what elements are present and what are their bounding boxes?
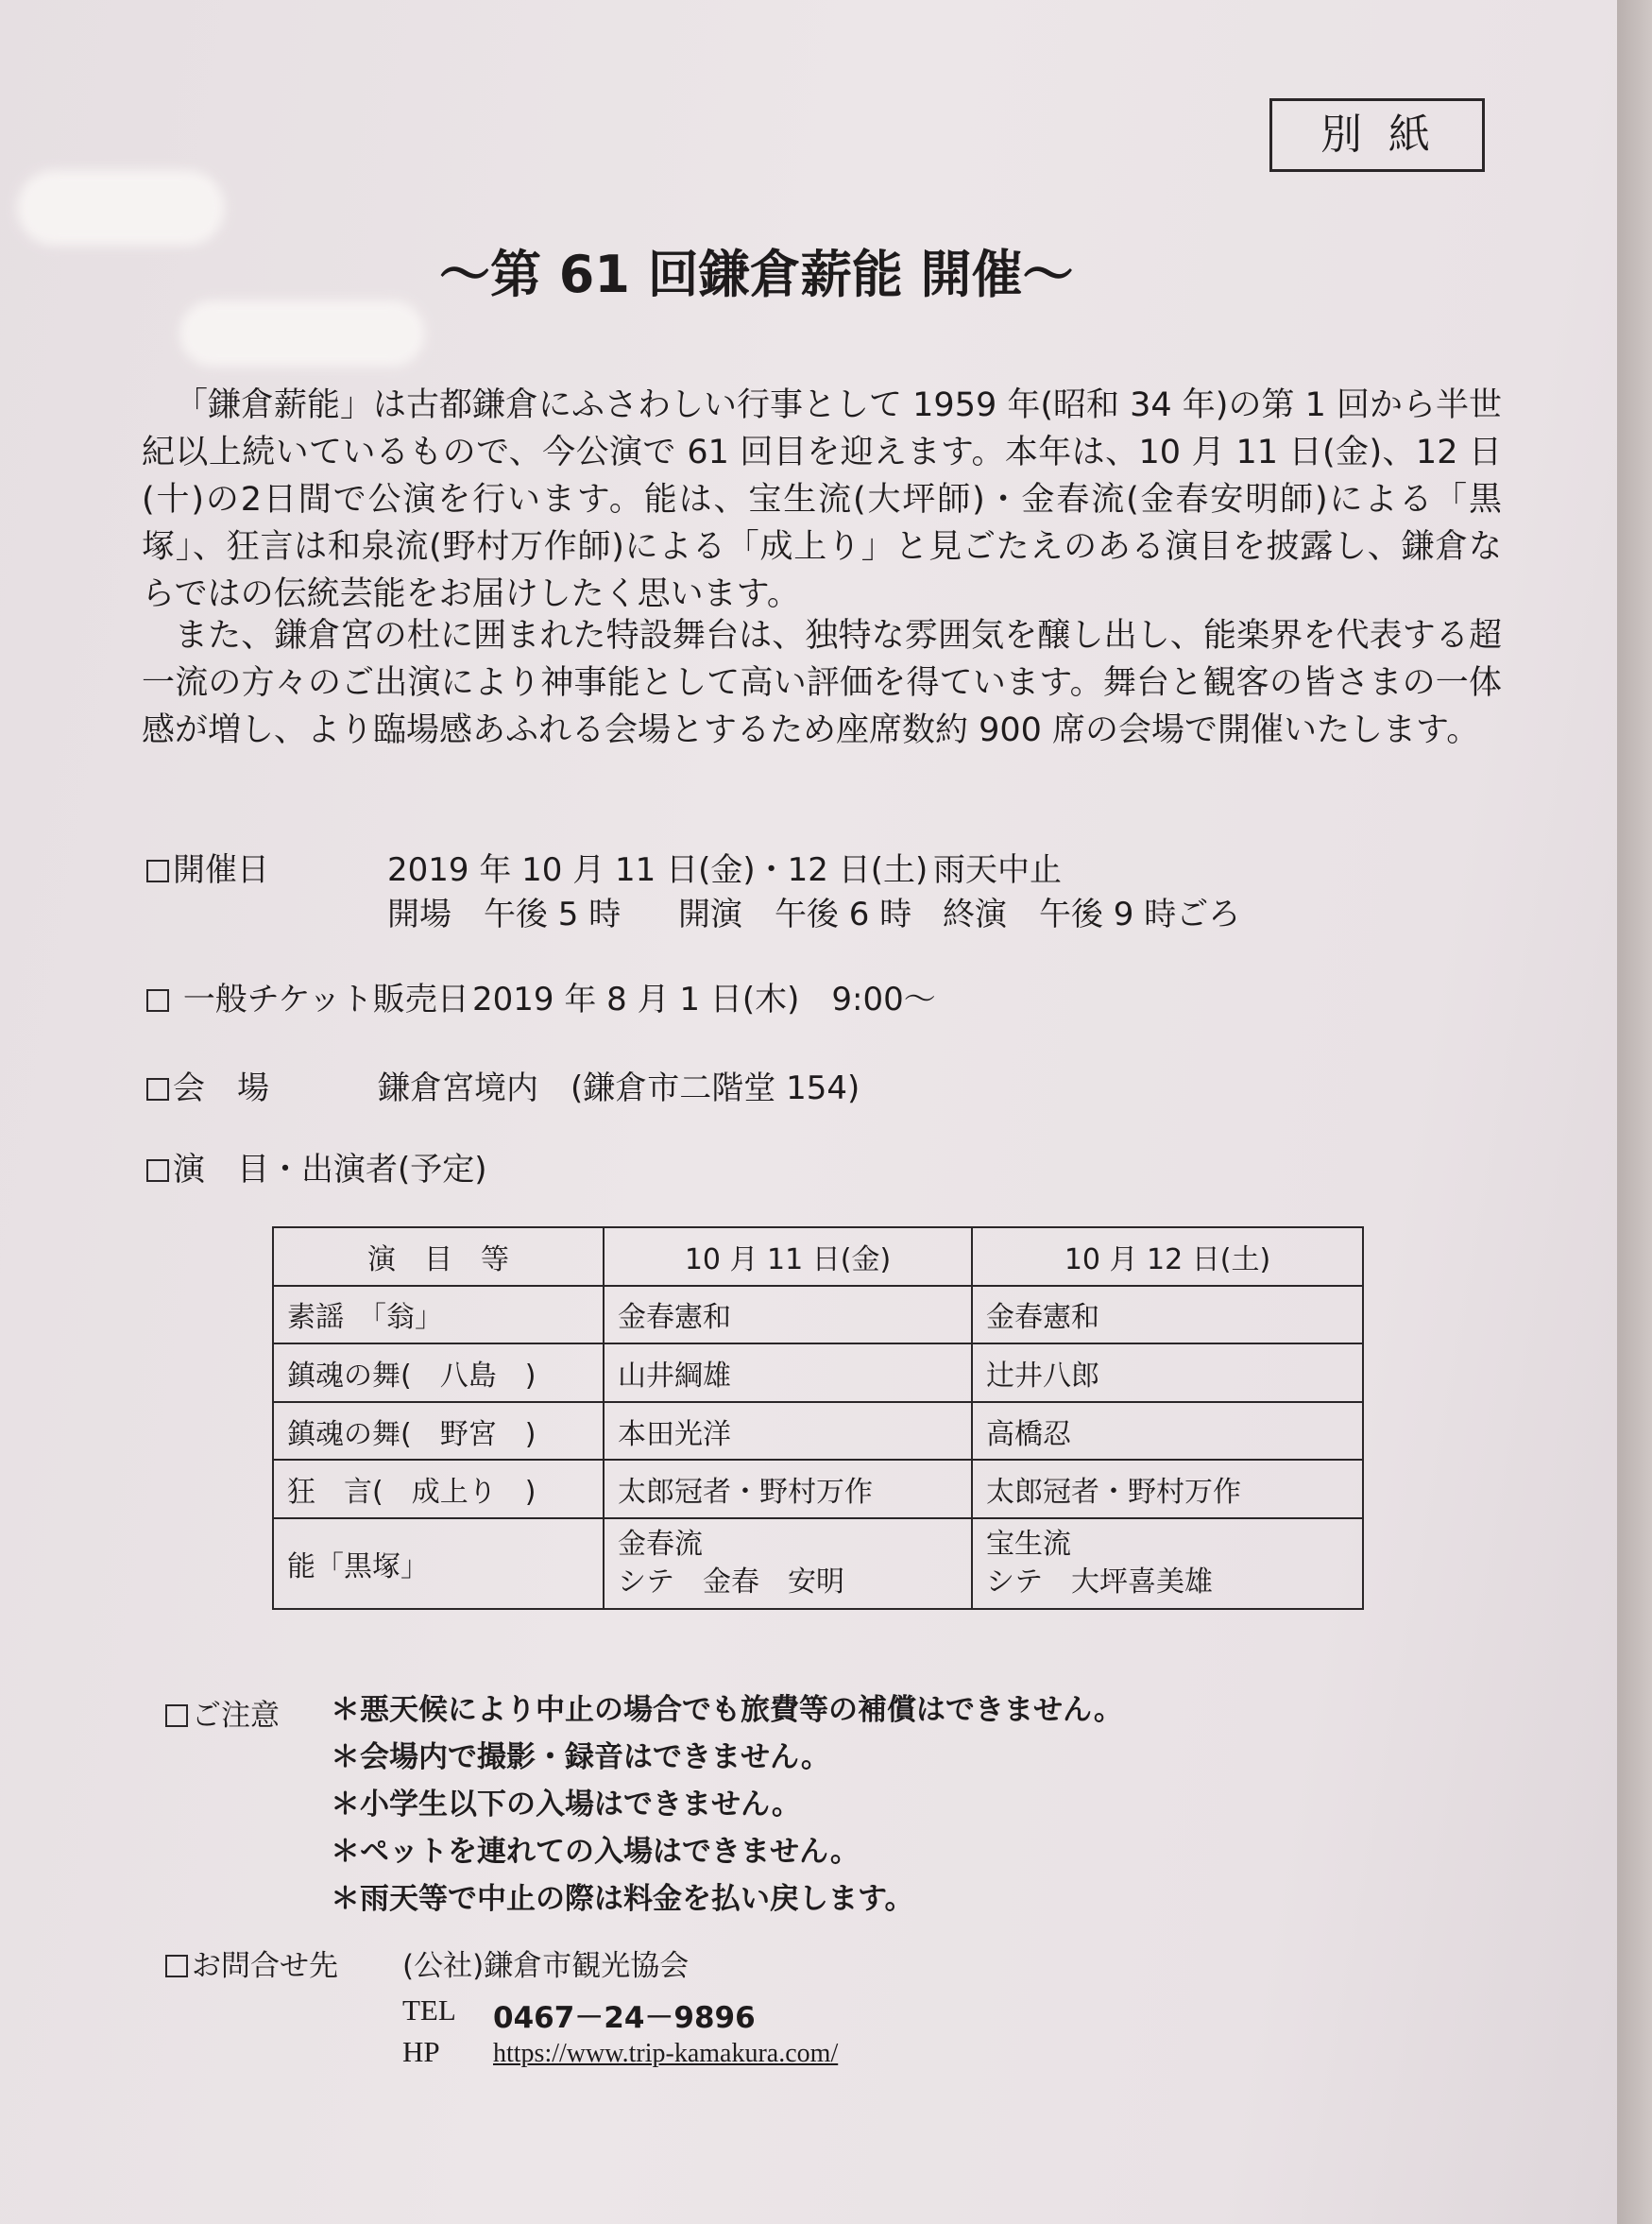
table-cell: 太郎冠者・野村万作 <box>972 1460 1363 1518</box>
table-header-row <box>273 1227 1363 1286</box>
table-cell: 本田光洋 <box>604 1402 972 1461</box>
table-cell: 鎮魂の舞( 八島 ) <box>273 1343 604 1402</box>
table-cell: 高橋忍 <box>972 1402 1363 1461</box>
schedule-rain: 雨天中止 <box>933 851 1062 889</box>
redacted-handwriting <box>17 170 225 246</box>
contact-label: お問合せ先 <box>165 1942 338 1984</box>
contact-tel: 0467－24－9896 <box>493 2001 756 2035</box>
schedule-start: 開演 午後 6 時 <box>678 896 912 933</box>
intro-paragraph <box>142 612 1502 754</box>
table-cell: 太郎冠者・野村万作 <box>604 1460 972 1518</box>
checkbox-icon <box>146 989 169 1012</box>
program-label: 演 目・出演者(予定) <box>146 1143 487 1189</box>
table-header: 10 月 12 日(土) <box>972 1227 1363 1286</box>
contact-website-link[interactable]: https://www.trip-kamakura.com/ <box>493 2039 839 2068</box>
table-cell: 金春憲和 <box>972 1286 1363 1344</box>
schedule-label: 開催日 <box>146 844 269 890</box>
notes-list <box>331 1686 1123 1923</box>
contact-tel-label: TEL <box>402 1993 456 2027</box>
table-row <box>273 1460 1363 1518</box>
table-cell: 山井綱雄 <box>604 1343 972 1402</box>
checkbox-icon <box>146 860 169 882</box>
paper-edge <box>1617 0 1652 2224</box>
intro-paragraph <box>142 382 1502 618</box>
table-row <box>273 1402 1363 1461</box>
table-cell: 鎮魂の舞( 野宮 ) <box>273 1402 604 1461</box>
notes-item: ＊悪天候により中止の場合でも旅費等の補償はできません。 <box>331 1693 1123 1727</box>
checkbox-icon <box>146 1078 169 1101</box>
table-cell: 宝生流 シテ 大坪喜美雄 <box>972 1518 1363 1609</box>
tickets-label: 一般チケット販売日 <box>146 973 469 1019</box>
table-row <box>273 1518 1363 1609</box>
venue-value: 鎌倉宮境内 (鎌倉市二階堂 154) <box>378 1069 860 1107</box>
contact-org: (公社)鎌倉市観光協会 <box>402 1949 690 1983</box>
redacted-handwriting <box>179 300 425 367</box>
notes-item: ＊ペットを連れての入場はできません。 <box>331 1835 860 1869</box>
table-cell: 狂 言( 成上り ) <box>273 1460 604 1518</box>
program-table <box>272 1226 1364 1610</box>
notes-item: ＊小学生以下の入場はできません。 <box>331 1788 801 1822</box>
intro-text-1: 「鎌倉薪能」は古都鎌倉にふさわしい行事として 1959 年(昭和 34 年)の第 1 回から半世紀以上続いているもので、今公演で 61 回目を迎えます。本年は、10 月 11 日(金)、12 日(十)の2日間で公演を行います。能は、宝生流(大坪師)・金春流(金春安明師)による「黒塚」、狂言は和泉流(野村万作師)による「成上り」と見ごたえのある演目を披露し、鎌倉ならではの伝統芸能をお届けしたく思います。 <box>142 386 1502 613</box>
contact-hp-label: HP <box>402 2035 440 2068</box>
notes-item: ＊会場内で撮影・録音はできません。 <box>331 1740 830 1774</box>
table-cell: 金春流 シテ 金春 安明 <box>604 1518 972 1609</box>
schedule-dates: 2019 年 10 月 11 日(金)・12 日(土) <box>387 851 928 889</box>
checkbox-icon <box>146 1159 169 1182</box>
notes-item: ＊雨天等で中止の際は料金を払い戻します。 <box>331 1882 914 1916</box>
schedule-open: 開場 午後 5 時 <box>387 896 622 933</box>
table-row <box>273 1343 1363 1402</box>
schedule-end: 終演 午後 9 時ごろ <box>943 896 1241 933</box>
table-cell: 金春憲和 <box>604 1286 972 1344</box>
page-title: ～第 61 回鎌倉薪能 開催～ <box>439 245 1074 304</box>
table-cell: 能「黒塚」 <box>273 1518 604 1609</box>
table-row <box>273 1286 1363 1344</box>
attachment-label: 別紙 <box>1269 98 1485 172</box>
table-header: 演 目 等 <box>273 1227 604 1286</box>
notes-label: ご注意 <box>165 1691 280 1734</box>
venue-label: 会 場 <box>146 1062 269 1108</box>
table-header: 10 月 11 日(金) <box>604 1227 972 1286</box>
table-cell: 辻井八郎 <box>972 1343 1363 1402</box>
table-cell: 素謡 「翁」 <box>273 1286 604 1344</box>
checkbox-icon <box>165 1704 188 1727</box>
checkbox-icon <box>165 1955 188 1977</box>
tickets-value: 2019 年 8 月 1 日(木) 9:00～ <box>472 981 936 1018</box>
intro-text-2: また、鎌倉宮の杜に囲まれた特設舞台は、独特な雰囲気を醸し出し、能楽界を代表する超一流の方々のご出演により神事能として高い評価を得ています。舞台と観客の皆さまの一体感が増し、より臨場感あふれる会場とするため座席数約 900 席の会場で開催いたします。 <box>142 617 1502 749</box>
